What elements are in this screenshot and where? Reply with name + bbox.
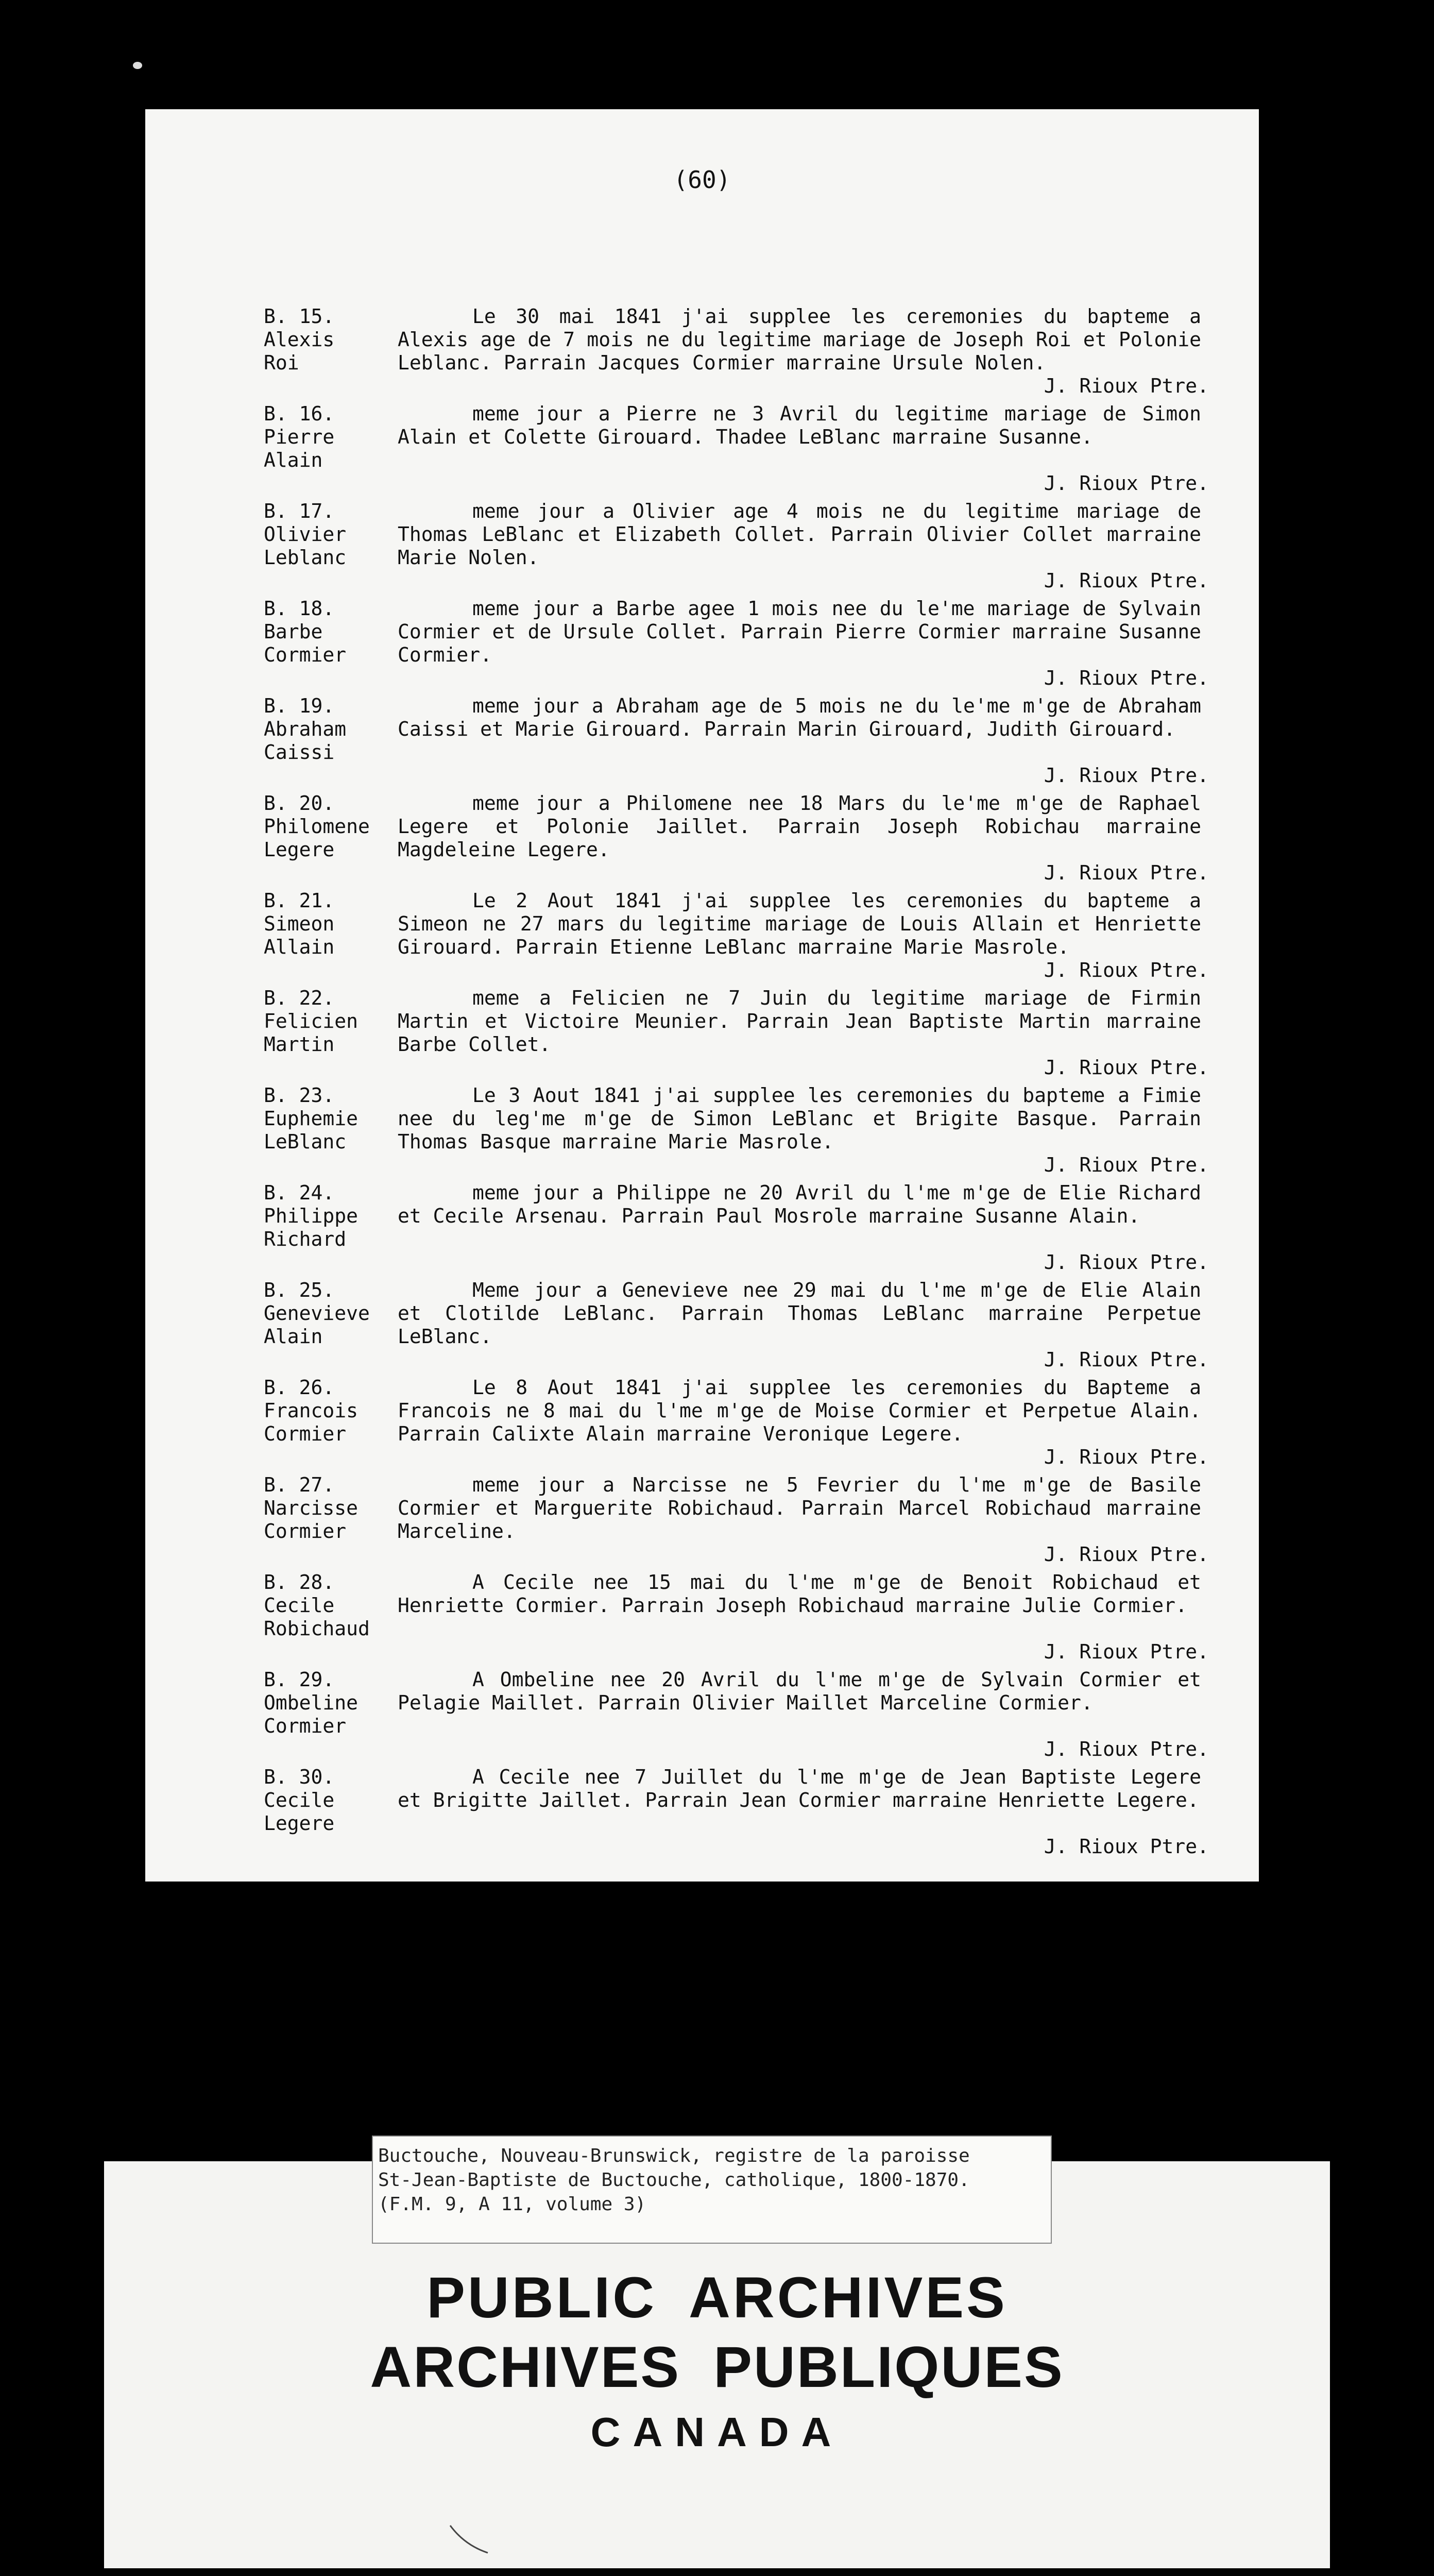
margin-line: Cormier — [264, 643, 347, 666]
baptism-entry — [264, 500, 1242, 592]
entry-margin-note — [264, 792, 392, 861]
entry-text: meme jour a Abraham age de 5 mois ne du le'me m'ge de Abraham Caissi et Marie Girouard. Parrain Marin Girouard, Judith Girouard. — [398, 694, 1201, 740]
entry-margin-note — [264, 889, 392, 959]
entry-margin-note — [264, 402, 392, 472]
entry-text: meme jour a Philippe ne 20 Avril du l'me m'ge de Elie Richard et Cecile Arsenau. Parrain Paul Mosrole marraine Susanne Alain. — [398, 1181, 1201, 1227]
margin-line: Alain — [264, 449, 323, 471]
margin-line: B. 20. — [264, 792, 335, 815]
entry-margin-note — [264, 987, 392, 1056]
priest-signature: J. Rioux Ptre. — [1044, 375, 1209, 397]
margin-line: Martin — [264, 1033, 335, 1056]
margin-line: Pierre — [264, 426, 335, 448]
baptism-entry — [264, 889, 1242, 982]
baptism-entry — [264, 694, 1242, 787]
archives-publiques-heading: ARCHIVES PUBLIQUES — [370, 2335, 1064, 2399]
baptism-entry — [264, 1766, 1242, 1858]
margin-line: Francois — [264, 1399, 358, 1422]
priest-signature: J. Rioux Ptre. — [1044, 1348, 1209, 1371]
margin-line: Felicien — [264, 1010, 358, 1032]
margin-line: B. 21. — [264, 889, 335, 912]
baptism-entry — [264, 1279, 1242, 1371]
entry-text: meme jour a Narcisse ne 5 Fevrier du l'me m'ge de Basile Cormier et Marguerite Robichaud. Parrain Marcel Robichaud marraine Marceline. — [398, 1473, 1201, 1543]
margin-line: B. 26. — [264, 1376, 335, 1399]
entry-margin-note — [264, 1766, 392, 1835]
margin-line: B. 18. — [264, 597, 335, 620]
archive-label — [372, 2136, 1052, 2244]
margin-line: Legere — [264, 838, 335, 861]
margin-line: Genevieve — [264, 1302, 370, 1325]
margin-line: B. 19. — [264, 694, 335, 717]
entry-text: meme jour a Philomene nee 18 Mars du le'me m'ge de Raphael Legere et Polonie Jaillet. Parrain Joseph Robichau marraine Magdeleine Legere. — [398, 792, 1201, 861]
register-page — [145, 109, 1259, 1882]
baptism-entries — [264, 305, 1242, 1863]
margin-line: Philomene — [264, 815, 370, 838]
margin-line: B. 30. — [264, 1766, 335, 1788]
margin-line: Cormier — [264, 1715, 347, 1737]
margin-line: Cecile — [264, 1594, 335, 1617]
entry-text: meme jour a Barbe agee 1 mois nee du le'me mariage de Sylvain Cormier et de Ursule Collet. Parrain Pierre Cormier marraine Susanne Cormier. — [398, 597, 1201, 666]
margin-line: B. 27. — [264, 1473, 335, 1496]
page-number: (60) — [673, 166, 731, 194]
margin-line: B. 22. — [264, 987, 335, 1009]
entry-margin-note — [264, 1279, 392, 1348]
margin-line: B. 15. — [264, 305, 335, 328]
margin-line: B. 29. — [264, 1668, 335, 1691]
priest-signature: J. Rioux Ptre. — [1044, 959, 1209, 981]
margin-line: Alain — [264, 1325, 323, 1348]
margin-line: LeBlanc — [264, 1130, 347, 1153]
baptism-entry — [264, 1181, 1242, 1274]
margin-line: Euphemie — [264, 1107, 358, 1130]
margin-line: Olivier — [264, 523, 347, 546]
entry-text: A Cecile nee 7 Juillet du l'me m'ge de Jean Baptiste Legere et Brigitte Jaillet. Parrain Jean Cormier marraine Henriette Legere. — [398, 1766, 1201, 1811]
entry-text: A Ombeline nee 20 Avril du l'me m'ge de Sylvain Cormier et Pelagie Maillet. Parrain Olivier Maillet Marceline Cormier. — [398, 1668, 1201, 1714]
priest-signature: J. Rioux Ptre. — [1044, 1543, 1209, 1566]
entry-margin-note — [264, 597, 392, 667]
entry-margin-note — [264, 500, 392, 569]
canada-heading: CANADA — [590, 2409, 844, 2455]
priest-signature: J. Rioux Ptre. — [1044, 1056, 1209, 1079]
entry-margin-note — [264, 1668, 392, 1738]
archive-label-line: Buctouche, Nouveau-Brunswick, registre de la paroisse — [378, 2145, 970, 2166]
baptism-entry — [264, 305, 1242, 398]
entry-margin-note — [264, 694, 392, 764]
baptism-entry — [264, 1084, 1242, 1177]
priest-signature: J. Rioux Ptre. — [1044, 1154, 1209, 1176]
baptism-entry — [264, 402, 1242, 495]
entry-margin-note — [264, 1084, 392, 1154]
entry-text: meme jour a Pierre ne 3 Avril du legitime mariage de Simon Alain et Colette Girouard. Thadee LeBlanc marraine Susanne. — [398, 402, 1201, 448]
margin-line: B. 28. — [264, 1571, 335, 1594]
priest-signature: J. Rioux Ptre. — [1044, 1738, 1209, 1760]
margin-line: Barbe — [264, 620, 323, 643]
margin-line: Richard — [264, 1228, 347, 1250]
entry-text: A Cecile nee 15 mai du l'me m'ge de Benoit Robichaud et Henriette Cormier. Parrain Joseph Robichaud marraine Julie Cormier. — [398, 1571, 1201, 1617]
priest-signature: J. Rioux Ptre. — [1044, 1446, 1209, 1468]
margin-line: Legere — [264, 1812, 335, 1835]
priest-signature: J. Rioux Ptre. — [1044, 1640, 1209, 1663]
margin-line: B. 24. — [264, 1181, 335, 1204]
entry-margin-note — [264, 1181, 392, 1251]
priest-signature: J. Rioux Ptre. — [1044, 861, 1209, 884]
entry-margin-note — [264, 305, 392, 375]
margin-line: Alexis — [264, 328, 335, 351]
pen-mark — [449, 2524, 490, 2555]
archives-card — [104, 2145, 1330, 2568]
margin-line: Abraham — [264, 718, 347, 740]
priest-signature: J. Rioux Ptre. — [1044, 1835, 1209, 1858]
entry-margin-note — [264, 1473, 392, 1543]
entry-margin-note — [264, 1376, 392, 1446]
margin-line: Cormier — [264, 1520, 347, 1543]
margin-line: Ombeline — [264, 1691, 358, 1714]
entry-margin-note — [264, 1571, 392, 1640]
priest-signature: J. Rioux Ptre. — [1044, 667, 1209, 689]
entry-text: Le 2 Aout 1841 j'ai supplee les ceremonies du bapteme a Simeon ne 27 mars du legitime mariage de Louis Allain et Henriette Girouard. Parrain Etienne LeBlanc marraine Marie Masrole. — [398, 889, 1201, 958]
baptism-entry — [264, 987, 1242, 1079]
margin-line: Robichaud — [264, 1617, 370, 1640]
archive-label-line: (F.M. 9, A 11, volume 3) — [378, 2194, 646, 2215]
priest-signature: J. Rioux Ptre. — [1044, 472, 1209, 495]
margin-line: Philippe — [264, 1205, 358, 1227]
margin-line: Leblanc — [264, 546, 347, 569]
entry-text: Le 8 Aout 1841 j'ai supplee les ceremonies du Bapteme a Francois ne 8 mai du l'me m'ge de Moise Cormier et Perpetue Alain. Parrain Calixte Alain marraine Veronique Legere. — [398, 1376, 1201, 1445]
margin-line: B. 16. — [264, 402, 335, 425]
margin-line: Narcisse — [264, 1497, 358, 1519]
baptism-entry — [264, 1668, 1242, 1761]
baptism-entry — [264, 1571, 1242, 1664]
margin-line: B. 25. — [264, 1279, 335, 1301]
margin-line: B. 23. — [264, 1084, 335, 1107]
archive-label-line: St-Jean-Baptiste de Buctouche, catholique, 1800-1870. — [378, 2170, 970, 2191]
baptism-entry — [264, 1376, 1242, 1469]
entry-text: Meme jour a Genevieve nee 29 mai du l'me m'ge de Elie Alain et Clotilde LeBlanc. Parrain Thomas LeBlanc marraine Perpetue LeBlanc. — [398, 1279, 1201, 1348]
baptism-entry — [264, 792, 1242, 885]
margin-line: Simeon — [264, 912, 335, 935]
baptism-entry — [264, 597, 1242, 690]
entry-text: meme jour a Olivier age 4 mois ne du legitime mariage de Thomas LeBlanc et Elizabeth Collet. Parrain Olivier Collet marraine Marie Nolen. — [398, 500, 1201, 569]
margin-line: Roi — [264, 351, 299, 374]
entry-text: Le 30 mai 1841 j'ai supplee les ceremonies du bapteme a Alexis age de 7 mois ne du legitime mariage de Joseph Roi et Polonie Leblanc. Parrain Jacques Cormier marraine Ursule Nolen. — [398, 305, 1201, 374]
margin-line: Allain — [264, 936, 335, 958]
margin-line: B. 17. — [264, 500, 335, 522]
public-archives-heading: PUBLIC ARCHIVES — [426, 2265, 1008, 2330]
film-speck — [133, 62, 142, 69]
priest-signature: J. Rioux Ptre. — [1044, 569, 1209, 592]
baptism-entry — [264, 1473, 1242, 1566]
entry-text: meme a Felicien ne 7 Juin du legitime mariage de Firmin Martin et Victoire Meunier. Parrain Jean Baptiste Martin marraine Barbe Collet. — [398, 987, 1201, 1056]
margin-line: Cecile — [264, 1789, 335, 1811]
margin-line: Caissi — [264, 741, 335, 764]
priest-signature: J. Rioux Ptre. — [1044, 1251, 1209, 1274]
entry-text: Le 3 Aout 1841 j'ai supplee les ceremonies du bapteme a Fimie nee du leg'me m'ge de Simon LeBlanc et Brigite Basque. Parrain Thomas Basque marraine Marie Masrole. — [398, 1084, 1201, 1153]
priest-signature: J. Rioux Ptre. — [1044, 764, 1209, 787]
margin-line: Cormier — [264, 1422, 347, 1445]
